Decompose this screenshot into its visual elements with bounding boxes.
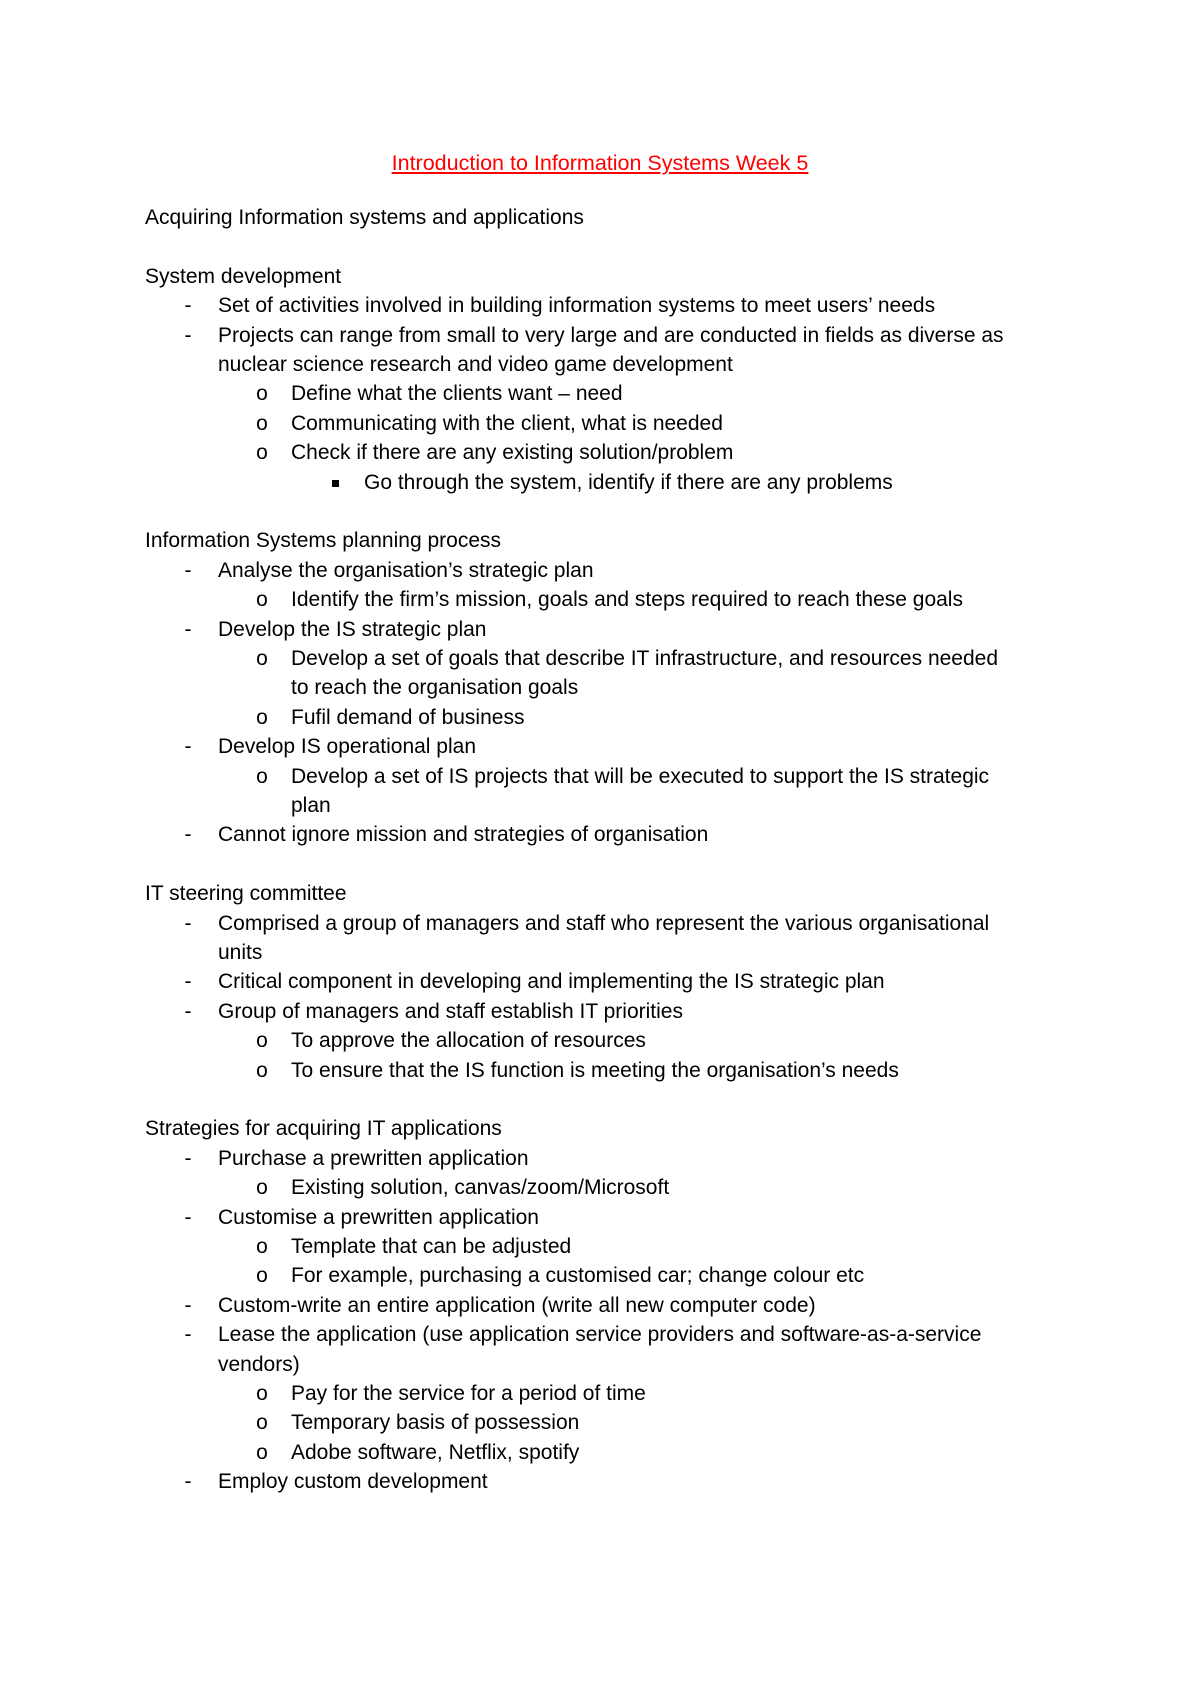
list-item: Customise a prewritten application — [218, 1205, 539, 1229]
sub-list-item: For example, purchasing a customised car; change colour etc — [291, 1264, 865, 1288]
dash-bullet-icon: - — [184, 735, 192, 759]
section-heading: Strategies for acquiring IT applications — [145, 1117, 502, 1141]
circle-bullet-icon: o — [256, 1176, 268, 1200]
circle-bullet-icon: o — [256, 1264, 268, 1288]
sub-sub-list-item: Go through the system, identify if there are any problems — [364, 470, 893, 494]
list-item: Analyse the organisation’s strategic plan — [218, 558, 594, 582]
sub-list-item: Fufil demand of business — [291, 705, 525, 729]
list-item: Develop the IS strategic plan — [218, 617, 487, 641]
dash-bullet-icon: - — [184, 294, 192, 318]
circle-bullet-icon: o — [256, 1411, 268, 1435]
list-item: Lease the application (use application service providers and software-as-a-service — [218, 1323, 982, 1347]
document-subtitle: Acquiring Information systems and applications — [145, 206, 584, 229]
list-item: Set of activities involved in building information systems to meet users’ needs — [218, 294, 936, 318]
sub-list-item: Communicating with the client, what is needed — [291, 411, 723, 435]
list-item-continuation: nuclear science research and video game development — [218, 353, 733, 376]
circle-bullet-icon: o — [256, 588, 268, 612]
dash-bullet-icon: - — [184, 970, 192, 994]
dash-bullet-icon: - — [184, 1146, 192, 1170]
circle-bullet-icon: o — [256, 764, 268, 788]
page-title: Introduction to Information Systems Week 5 — [391, 151, 809, 175]
sub-list-item: To approve the allocation of resources — [291, 1029, 646, 1053]
dash-bullet-icon: - — [184, 999, 192, 1023]
sub-list-item-continuation: to reach the organisation goals — [291, 676, 579, 700]
dash-bullet-icon: - — [184, 1323, 192, 1347]
list-item: Custom-write an entire application (write all new computer code) — [218, 1293, 816, 1317]
dash-bullet-icon: - — [184, 1205, 192, 1229]
circle-bullet-icon: o — [256, 705, 268, 729]
dash-bullet-icon: - — [184, 1293, 192, 1317]
sub-list-item: Adobe software, Netflix, spotify — [291, 1440, 580, 1464]
sub-list-item: Pay for the service for a period of time — [291, 1382, 646, 1405]
list-item: Group of managers and staff establish IT priorities — [218, 999, 683, 1023]
dash-bullet-icon: - — [184, 558, 192, 582]
list-item: Projects can range from small to very large and are conducted in fields as diverse as — [218, 323, 1004, 347]
sub-list-item: Template that can be adjusted — [291, 1235, 572, 1258]
sub-list-item: Identify the firm’s mission, goals and steps required to reach these goals — [291, 588, 963, 612]
sub-list-item: Develop a set of goals that describe IT infrastructure, and resources needed — [291, 647, 999, 670]
list-item: Employ custom development — [218, 1470, 488, 1494]
sub-list-item: Temporary basis of possession — [291, 1411, 580, 1435]
circle-bullet-icon: o — [256, 1440, 268, 1464]
section-heading: IT steering committee — [145, 882, 347, 906]
dash-bullet-icon: - — [184, 911, 192, 935]
list-item: Develop IS operational plan — [218, 735, 477, 759]
sub-list-item: Check if there are any existing solution/problem — [291, 441, 734, 465]
dash-bullet-icon: - — [184, 323, 192, 347]
list-item-continuation: vendors) — [218, 1352, 300, 1376]
list-item: Cannot ignore mission and strategies of organisation — [218, 823, 709, 847]
sub-list-item: To ensure that the IS function is meeting the organisation’s needs — [291, 1058, 899, 1082]
list-item-continuation: units — [218, 941, 263, 964]
sub-list-item: Develop a set of IS projects that will be executed to support the IS strategic — [291, 764, 990, 788]
circle-bullet-icon: o — [256, 647, 268, 670]
circle-bullet-icon: o — [256, 1029, 268, 1053]
sub-list-item: Define what the clients want – need — [291, 382, 623, 406]
list-item: Critical component in developing and implementing the IS strategic plan — [218, 970, 885, 994]
sub-list-item-continuation: plan — [291, 794, 331, 817]
dash-bullet-icon: - — [184, 1470, 192, 1494]
list-item: Comprised a group of managers and staff who represent the various organisational — [218, 911, 990, 935]
dash-bullet-icon: - — [184, 617, 192, 641]
circle-bullet-icon: o — [256, 1058, 268, 1082]
circle-bullet-icon: o — [256, 411, 268, 435]
circle-bullet-icon: o — [256, 1382, 268, 1405]
section-heading: System development — [145, 264, 342, 288]
circle-bullet-icon: o — [256, 1235, 268, 1258]
sub-list-item: Existing solution, canvas/zoom/Microsoft — [291, 1176, 670, 1200]
list-item: Purchase a prewritten application — [218, 1146, 529, 1170]
dash-bullet-icon: - — [184, 823, 192, 847]
square-bullet-icon — [332, 480, 339, 487]
circle-bullet-icon: o — [256, 441, 268, 465]
circle-bullet-icon: o — [256, 382, 268, 406]
section-heading: Information Systems planning process — [145, 529, 502, 553]
